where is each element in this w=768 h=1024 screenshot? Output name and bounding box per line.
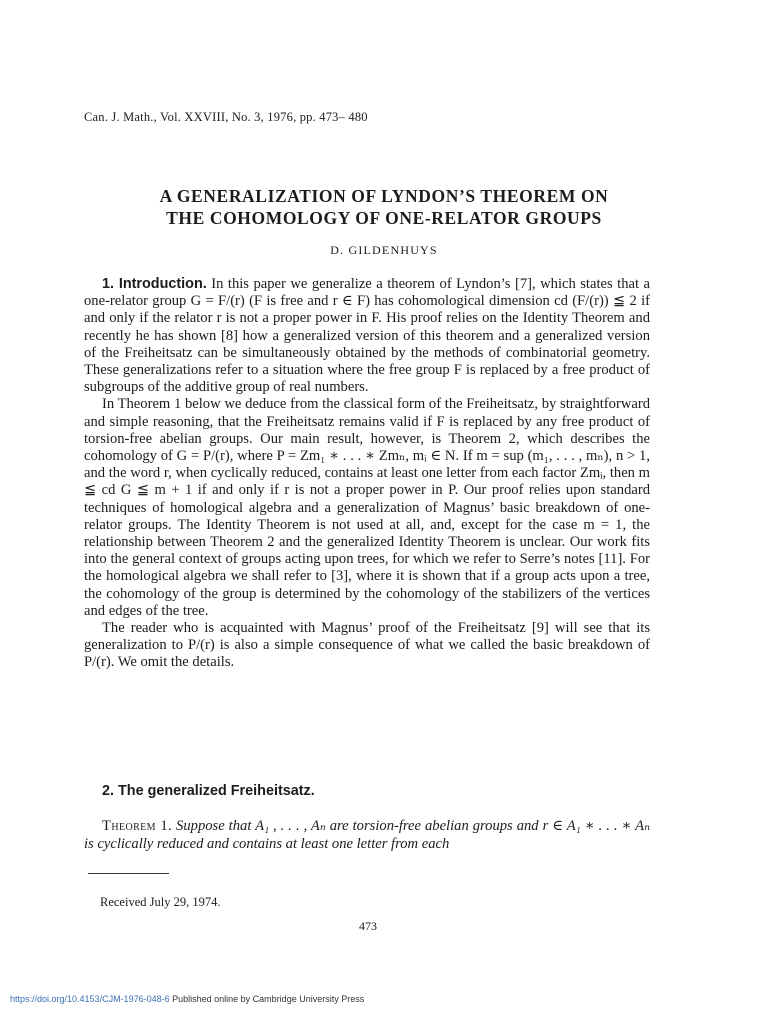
intro-paragraph-1-text: In this paper we generalize a theorem of Lyndon’s [7], which states that a one-relator group G = F/(r) (F is free and r ∈ F) has cohomological dimension cd (F/(r)) ≦ 2 if and only if the relator r is not a proper power in F. His proof relies on the Identity Theorem and recently he has shown [8] how a generalized version of this theorem and a generalized version of the Freiheitsatz can be simultaneously obtained by the methods of combinatorial geometry. These generalizations refer to a situation where the free group F is replaced by a free product of subgroups of the additive group of real numbers. [84, 276, 650, 396]
received-date: Received July 29, 1974. [100, 895, 221, 909]
page-number: 473 [359, 919, 377, 933]
author-name: D. GILDENHUYS [330, 243, 438, 257]
journal-citation: Can. J. Math., Vol. XXVIII, No. 3, 1976, pp. 473– 480 [84, 110, 368, 124]
paper-title-line-1: A GENERALIZATION OF LYNDON’S THEOREM ON [159, 186, 609, 206]
intro-paragraph-3: The reader who is acquainted with Magnus’ proof of the Freiheitsatz [9] will see that its generalization to P/(r) is also a simple consequence of what we called the basic breakdown of P/(r). We omit the details. [84, 620, 650, 671]
footnote-divider [88, 873, 169, 874]
paper-title-line-2: THE COHOMOLOGY OF ONE-RELATOR GROUPS [166, 208, 602, 228]
intro-paragraph-2: In Theorem 1 below we deduce from the classical form of the Freiheitsatz, by straightforward and simple reasoning, that the Freiheitsatz remains valid if F is replaced by any free product of torsion-free abelian groups. Our main result, however, is Theorem 2, which describes the cohomology of G = P/(r), where P = Zm₁ ∗ . . . ∗ Zmₙ, mᵢ ∈ N. If m = sup (m₁, . . . , mₙ), n > 1, and the word r, when cyclically reduced, contains at least one letter from each factor Zmᵢ, then m ≦ cd G ≦ m + 1 if and only if r is not a proper power in P. Our proof relies upon standard techniques of homological algebra and a generalization of Magnus’ basic breakdown of one-relator groups. The Identity Theorem is not used at all, and, except for the case m = 1, the relationship between Theorem 2 and the generalized Identity Theorem is unclear. Our work fits into the general context of groups acting upon trees, for which we refer to Serre’s notes [11]. For the homological algebra we shall refer to [3], where it is shown that if a group acts upon a tree, the cohomology of the group is determined by the cohomology of the stabilizers of the vertices and edges of the tree. [84, 396, 650, 619]
doi-link[interactable]: https://doi.org/10.4153/CJM-1976-048-6 [10, 994, 170, 1004]
published-note: Published online by Cambridge University Press [172, 994, 365, 1004]
theorem-1-label: Theorem 1. [102, 818, 173, 834]
theorem-1 [84, 818, 650, 853]
footer-doi-line [10, 994, 364, 1004]
section-1-heading: 1. Introduction. [102, 276, 207, 292]
intro-paragraph-1 [84, 276, 650, 396]
section-1-body [84, 276, 650, 672]
theorem-1-statement: Suppose that A₁ , . . . , Aₙ are torsion-free abelian groups and r ∈ A₁ ∗ . . . ∗ Aₙ is cyclically reduced and contains at least one letter from each [84, 818, 650, 852]
section-2-heading: 2. The generalized Freiheitsatz. [102, 783, 315, 799]
